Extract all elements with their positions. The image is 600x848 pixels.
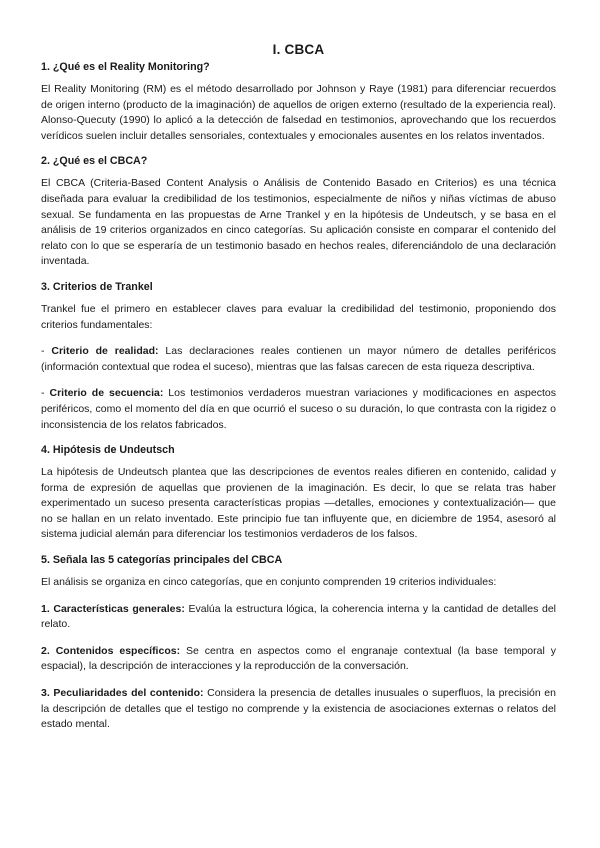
section-cbca — [41, 155, 556, 270]
item-label: 2. Contenidos específicos: — [41, 644, 181, 657]
category-item — [41, 686, 556, 733]
criterion-item — [41, 344, 556, 375]
item-prefix: - — [41, 387, 50, 400]
item-text: Se centra en aspectos como el engranaje contextual (la base temporal y espacial), la descripción de interacciones y la reproducción de la conversación. — [41, 644, 557, 673]
section-reality-monitoring — [41, 61, 556, 144]
section-hipotesis-undeutsch — [41, 444, 556, 543]
section-intro: Trankel fue el primero en establecer claves para evaluar la credibilidad del testimonio, proponiendo dos criterios fundamentales: — [41, 302, 556, 331]
section-paragraph: El CBCA (Criteria-Based Content Analysis o Análisis de Contenido Basado en Criterios) es una técnica diseñada para evaluar la credibilidad de los testimonios, especialmente de niños y niñas víctimas de abuso sexual. Se fundamenta en las propuestas de Arne Trankel y en la hipótesis de Undeutsch, y se basa en el análisis de 19 criterios organizados en cinco categorías. Su aplicación consiste en comparar el contenido del relato con lo que se esperaría de un testimonio basado en hechos reales, diferenciándolo de una declaración inventada. — [41, 177, 556, 268]
item-label: 1. Características generales: — [41, 602, 185, 615]
item-text: Las declaraciones reales contienen un mayor número de detalles periféricos (información contextual que rodea el suceso), mientras que las falsas carecen de esta riqueza descriptiva. — [41, 345, 556, 373]
item-text: Evalúa la estructura lógica, la coherencia interna y la cantidad de detalles del relato. — [41, 602, 556, 631]
section-heading: 4. Hipótesis de Undeutsch — [41, 444, 175, 457]
item-label: Criterio de secuencia: — [49, 387, 164, 400]
section-categorias-cbca — [41, 554, 556, 733]
section-heading: 5. Señala las 5 categorías principales del CBCA — [41, 554, 283, 567]
item-label: Criterio de realidad: — [51, 345, 159, 358]
item-prefix: - — [41, 345, 52, 358]
criterion-item — [41, 386, 556, 433]
section-intro: El análisis se organiza en cinco categorías, que en conjunto comprenden 19 criterios individuales: — [41, 576, 497, 589]
category-item — [41, 644, 556, 675]
section-heading: 3. Criterios de Trankel — [41, 280, 153, 293]
section-paragraph: La hipótesis de Undeutsch plantea que las descripciones de eventos reales difieren en contenido, calidad y forma de expresión de aquellas que provienen de la imaginación. Es decir, lo que se relata tras haber experimentado un suceso presenta características propias —detalles, emociones y contextualización— que no se hallan en un relato inventado. Este principio fue tan influyente que, en diciembre de 1954, asesoró al sistema judicial alemán para diferenciar los testimonios verdaderos de los falsos. — [41, 466, 556, 541]
section-paragraph: El Reality Monitoring (RM) es el método desarrollado por Johnson y Raye (1981) para diferenciar recuerdos de origen interno (producto de la imaginación) de aquellos de origen externo (resultado de la experiencia real). Alonso-Quecuty (1990) lo aplicó a la detección de falsedad en testimonios, aprovechando que los recuerdos verídicos suelen incluir detalles sensoriales, contextuales y emocionales ausentes en los relatos inventados. — [41, 83, 556, 142]
section-heading: 2. ¿Qué es el CBCA? — [41, 155, 148, 168]
section-criterios-trankel — [41, 281, 556, 433]
category-item — [41, 602, 556, 633]
item-label: 3. Peculiaridades del contenido: — [41, 687, 204, 700]
section-heading: 1. ¿Qué es el Reality Monitoring? — [41, 61, 210, 73]
item-text: Los testimonios verdaderos muestran variaciones y modificaciones en aspectos periféricos, como el momento del día en que ocurrió el suceso o su duración, lo que contrasta con la rigidez o inconsistencia de los relatos fabricados. — [41, 387, 556, 431]
document-title: I. CBCA — [272, 42, 325, 57]
item-text: Considera la presencia de detalles inusuales o superfluos, la precisión en la descripción de detalles que el testigo no comprende y la existencia de asociaciones externas o relatos del estado mental. — [41, 687, 556, 731]
